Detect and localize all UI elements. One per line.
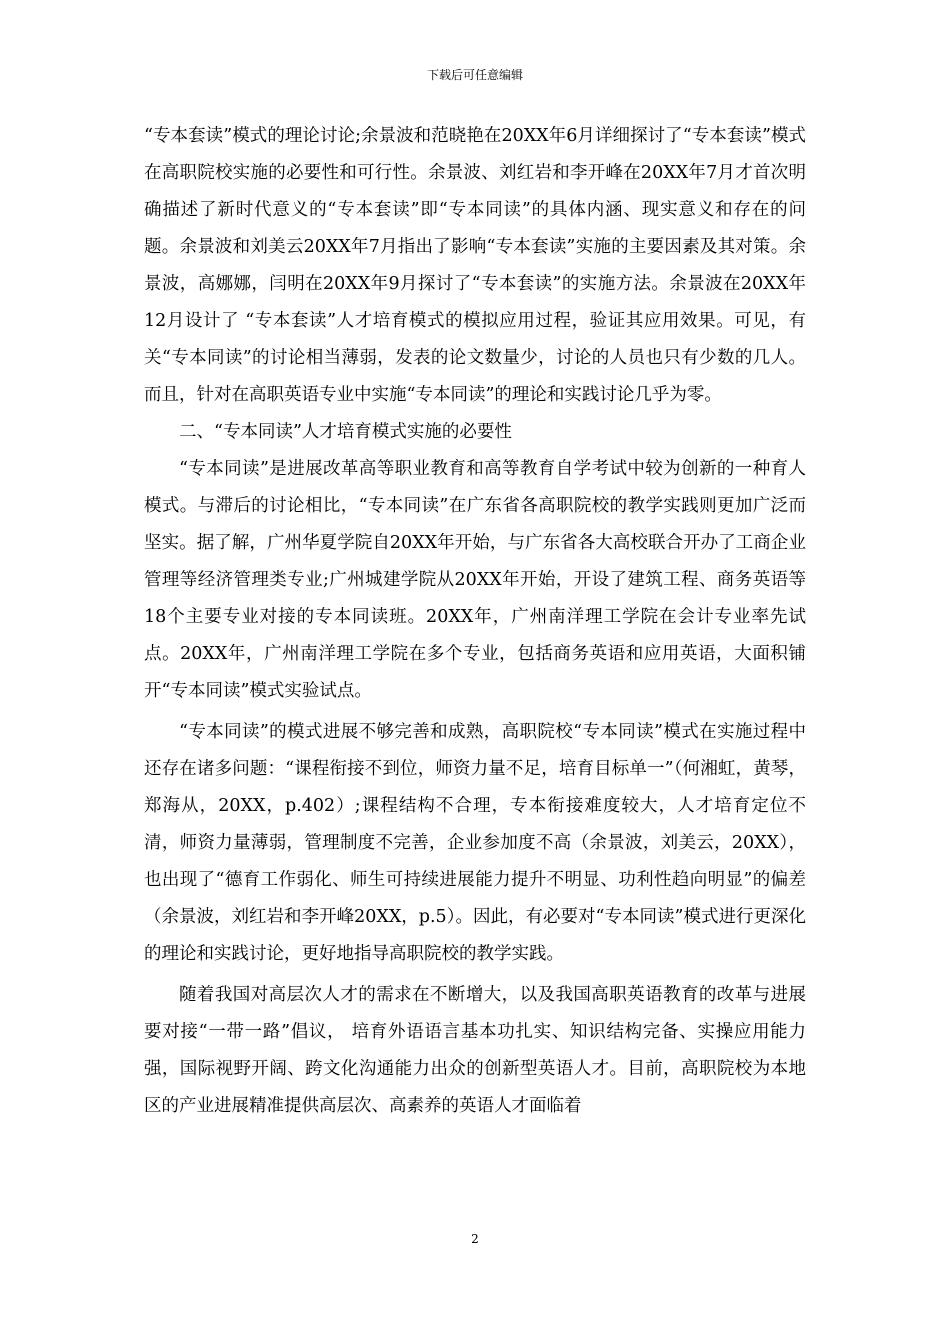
- paragraph-literature-review: “专本套读”模式的理论讨论;余景波和范晓艳在20XX年6月详细探讨了“专本套读”模式在高职院校实施的必要性和可行性。余景波、刘红岩和李开峰在20XX年7月才首次明确描述了新时代意义的“专本套读”即“专本同读”的具体内涵、现实意义和存在的问题。余景波和刘美云20XX年7月指出了影响“专本套读”实施的主要因素及其对策。余景波，高娜娜，闫明在20XX年9月探讨了“专本套读”的实施方法。余景波在20XX年12月设计了 “专本套读”人才培育模式的模拟应用过程，验证其应用效果。可见，有关“专本同读”的讨论相当薄弱，发表的论文数量少，讨论的人员也只有少数的几人。而且，针对在高职英语专业中实施“专本同读”的理论和实践讨论几乎为零。: [144, 126, 806, 405]
- page-number: 2: [471, 1232, 479, 1246]
- paragraph-practice: “专本同读”是进展改革高等职业教育和高等教育自学考试中较为创新的一种育人模式。与滞后的讨论相比，“专本同读”在广东省各高职院校的教学实践则更加广泛而坚实。据了解，广州华夏学院自20XX年开始，与广东省各大高校联合开办了工商企业管理等经济管理类专业;广州城建学院从20XX年开始，开设了建筑工程、商务英语等18个主要专业对接的专本同读班。20XX年，广州南洋理工学院在会计专业率先试点。20XX年，广州南洋理工学院在多个专业，包括商务英语和应用英语，大面积铺开“专本同读”模式实验试点。: [144, 459, 806, 701]
- section-heading: 二、“专本同读”人才培育模式实施的必要性: [179, 422, 512, 442]
- page-header: 下载后可任意编辑: [426, 68, 523, 82]
- document-body: [144, 118, 806, 1125]
- paragraph-demand: 随着我国对高层次人才的需求在不断增大，以及我国高职英语教育的改革与进展要对接“一带一路”倡议， 培育外语语言基本功扎实、知识结构完备、实操应用能力强，国际视野开阔、跨文化沟通能力出众的创新型英语人才。目前，高职院校为本地区的产业进展精准提供高层次、高素养的英语人才面临着: [144, 985, 806, 1116]
- paragraph-problems: “专本同读”的模式进展不够完善和成熟，高职院校“专本同读”模式在实施过程中还存在诸多问题：“课程衔接不到位，师资力量不足，培育目标单一”（何湘虹，黄琴，郑海从，20XX，p.402）;课程结构不合理，专本衔接难度较大，人才培育定位不清，师资力量薄弱，管理制度不完善，企业参加度不高（余景波，刘美云，20XX），也出现了“德育工作弱化、师生可持续进展能力提升不明显、功利性趋向明显”的偏差（余景波，刘红岩和李开峰20XX，p.5）。因此，有必要对“专本同读”模式进行更深化的理论和实践讨论，更好地指导高职院校的教学实践。: [144, 722, 806, 964]
